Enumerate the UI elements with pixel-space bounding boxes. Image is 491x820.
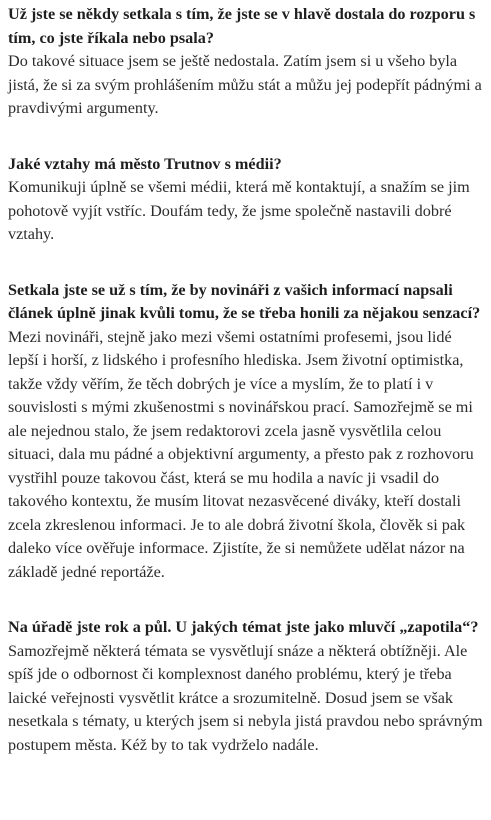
question-2: Jaké vztahy má město Trutnov s médii? [8, 154, 282, 173]
qa-block-4 [8, 616, 483, 757]
answer-3: Mezi novináři, stejně jako mezi všemi ostatními profesemi, jsou lidé lepší i horší, z lidského i profesního hlediska. Jsem životní optimistka, takže vždy věřím, že těch dobrých je více a myslím, že to platí i v souvislosti s mými zkušenostmi s novinářskou prací. Samozřejmě se mi ale nejednou stalo, že jsem redaktorovi zcela jasně vysvětlila celou situaci, dala mu pádné a objektivní argumenty, a přesto pak z rozhovoru vystřihl pouze takovou část, která se mu hodila a navíc ji vsadil do takového kontextu, že musím litovat nezasvěcené diváky, kteří dostali zcela zkreslenou informaci. Je to ale dobrá životní škola, člověk si pak daleko více ověřuje informace. Zjistíte, že si nemůžete udělat názor na základě jedné reportáže. [8, 327, 474, 581]
answer-4: Samozřejmě některá témata se vysvětlují snáze a některá obtížněji. Ale spíš jde o odbornost či komplexnost daného problému, který je třeba laické veřejnosti vysvětlit krátce a srozumitelně. Dosud jsem se však nesetkala s tématy, u kterých jsem si nebyla jistá pravdou nebo správným postupem města. Kéž by to tak vydrželo nadále. [8, 641, 483, 754]
question-3: Setkala jste se už s tím, že by novináři z vašich informací napsali článek úplně jinak kvůli tomu, že se třeba honili za nějakou senzací? [8, 280, 481, 322]
question-1: Už jste se někdy setkala s tím, že jste se v hlavě dostala do rozporu s tím, co jste říkala nebo psala? [8, 5, 476, 47]
qa-block-3 [8, 279, 483, 585]
question-4: Na úřadě jste rok a půl. U jakých témat jste jako mluvčí „zapotila“? [8, 618, 479, 636]
qa-block-1 [8, 3, 483, 121]
answer-1: Do takové situace jsem se ještě nedostala. Zatím jsem si u všeho byla jistá, že si za svým prohlášením můžu stát a můžu jej podepřít pádnými a pravdivými argumenty. [8, 52, 482, 117]
answer-2: Komunikuji úplně se všemi médii, která mě kontaktují, a snažím se jim pohotově vyjít vstříc. Doufám tedy, že jsme společně nastavili dobré vztahy. [8, 178, 470, 243]
qa-block-2 [8, 153, 483, 247]
